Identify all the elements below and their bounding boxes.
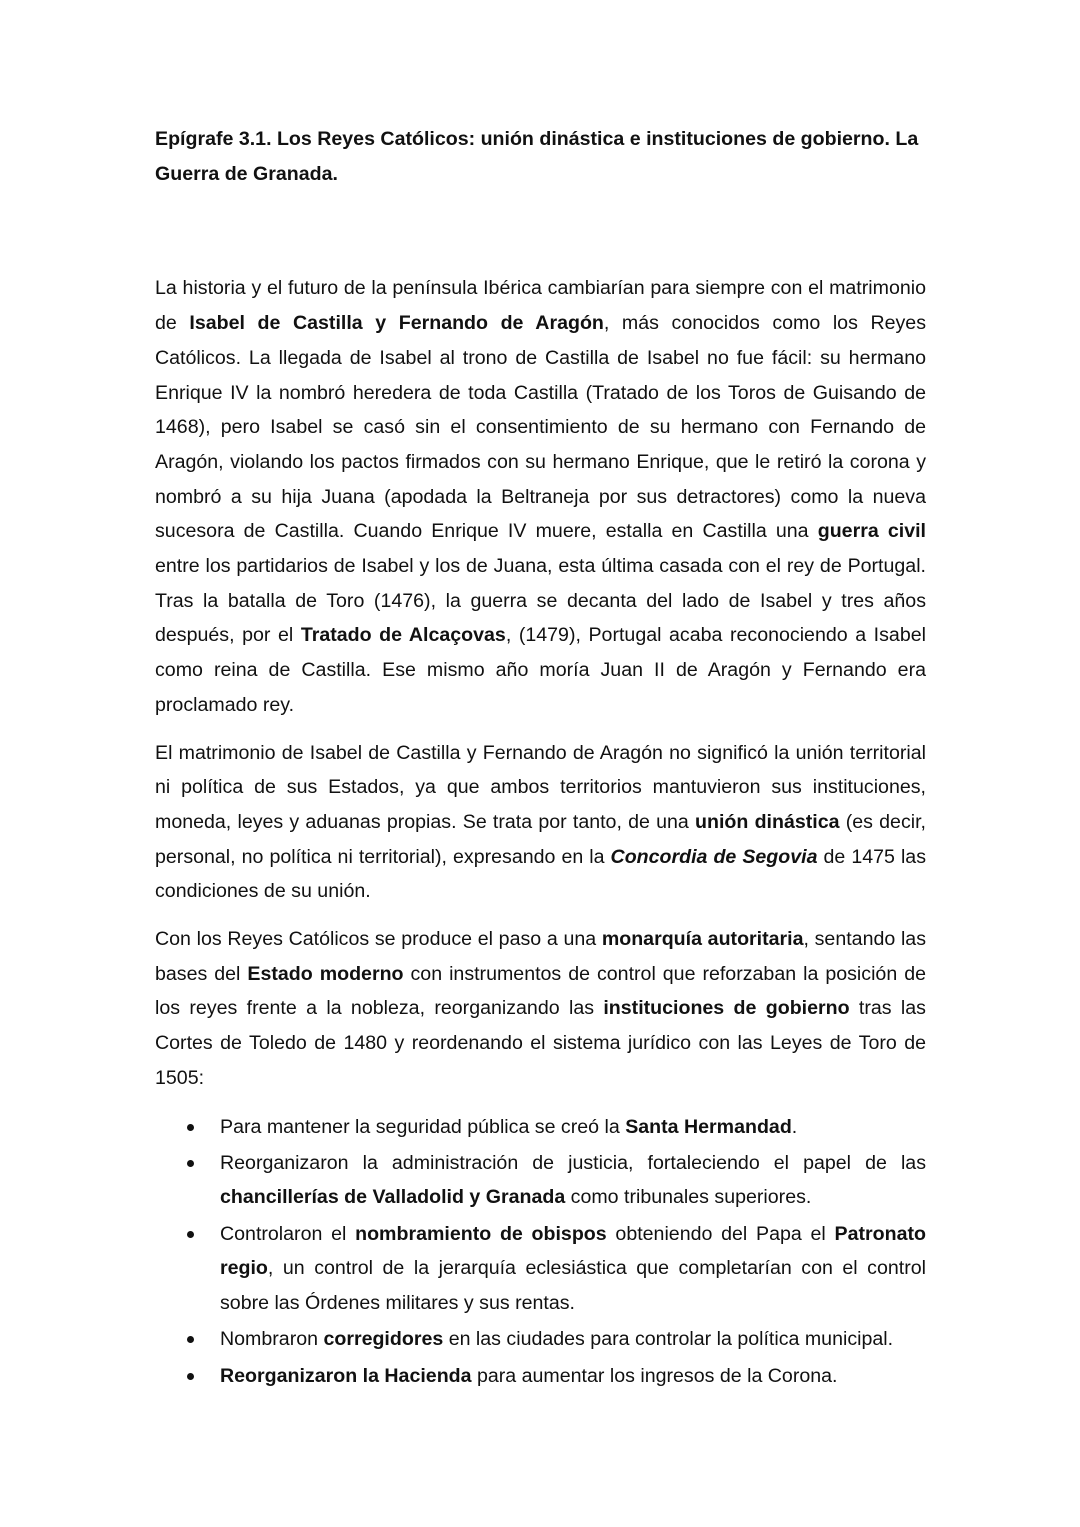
paragraph-dynastic-union xyxy=(155,736,926,910)
text-run: Nombraron xyxy=(220,1328,324,1351)
bold-term: unión dinástica xyxy=(695,810,840,833)
text-run: con instrumentos de control que reforzaban la posición de los reyes frente a la nobleza, reorganizando las xyxy=(155,962,926,1020)
text-run: (es decir, personal, no política ni territorial), expresando en la xyxy=(155,810,926,868)
bold-term: Reorganizaron la Hacienda xyxy=(220,1364,472,1387)
text-run: , un control de la jerarquía eclesiástica que completarían con el control sobre las Órdenes militares y sus rentas. xyxy=(220,1257,926,1315)
bold-term: Patronato regio xyxy=(220,1222,926,1280)
list-item xyxy=(155,1146,926,1215)
paragraph-marriage xyxy=(155,271,926,722)
text-run: obteniendo del Papa el xyxy=(606,1222,835,1245)
text-run: entre los partidarios de Isabel y los de Juana, esta última casada con el rey de Portugal. Tras la batalla de Toro (1476), la guerra se decanta del lado de Isabel y tres años después, por el xyxy=(155,555,926,647)
bold-term: chancillerías de Valladolid y Granada xyxy=(220,1186,566,1209)
text-run: La historia y el futuro de la península Ibérica cambiarían para siempre con el matrimonio de xyxy=(155,277,926,335)
document-page xyxy=(155,122,926,1395)
text-run: . xyxy=(791,1115,798,1138)
text-run: tras las Cortes de Toledo de 1480 y reordenando el sistema jurídico con las Leyes de Toro de 1505: xyxy=(155,997,926,1089)
text-run: de 1475 las condiciones de su unión. xyxy=(155,845,926,903)
bold-term: Santa Hermandad xyxy=(625,1115,792,1138)
text-run: Reorganizaron la administración de justicia, fortaleciendo el papel de las xyxy=(220,1151,926,1174)
text-run: , (1479), Portugal acaba reconociendo a Isabel como reina de Castilla. Ese mismo año moría Juan II de Aragón y Fernando era proclamado rey. xyxy=(155,624,926,716)
list-item xyxy=(155,1110,926,1145)
bold-term: instituciones de gobierno xyxy=(603,997,850,1020)
bold-term: Isabel de Castilla y Fernando de Aragón xyxy=(189,312,604,335)
text-run: en las ciudades para controlar la política municipal. xyxy=(443,1328,894,1351)
text-run: Para mantener la seguridad pública se creó la xyxy=(220,1115,626,1138)
bullet-icon xyxy=(187,1124,194,1131)
bold-term: nombramiento de obispos xyxy=(355,1222,607,1245)
text-run: El matrimonio de Isabel de Castilla y Fernando de Aragón no significó la unión territorial ni política de sus Estados, ya que ambos territorios mantuvieron sus instituciones, moneda, leyes y aduanas propias. Se trata por tanto, de una xyxy=(155,741,926,833)
list-item xyxy=(155,1322,926,1357)
text-run: como tribunales superiores. xyxy=(565,1186,812,1209)
bold-term: Estado moderno xyxy=(247,962,404,985)
text-run: Controlaron el xyxy=(220,1222,356,1245)
list-item xyxy=(155,1359,926,1394)
institutions-list xyxy=(155,1110,926,1394)
text-run: Con los Reyes Católicos se produce el paso a una xyxy=(155,928,602,951)
bold-term: guerra civil xyxy=(817,520,926,543)
bullet-icon xyxy=(187,1160,194,1167)
list-item xyxy=(155,1217,926,1321)
bold-term: Tratado de Alcaçovas xyxy=(300,624,506,647)
paragraph-authoritarian-monarchy xyxy=(155,922,926,1096)
bullet-icon xyxy=(187,1231,194,1238)
text-run: , más conocidos como los Reyes Católicos. La llegada de Isabel al trono de Castilla de Isabel no fue fácil: su hermano Enrique IV la nombró heredera de toda Castilla (Tratado de los Toros de Guisando de 1468), pero Isabel se casó sin el consentimiento de su hermano con Fernando de Aragón, violando los pactos firmados con su hermano Enrique, que le retiró la corona y nombró a su hija Juana (apodada la Beltraneja por sus detractores) como la nueva sucesora de Castilla. Cuando Enrique IV muere, estalla en Castilla una xyxy=(155,312,926,543)
text-run: , sentando las bases del xyxy=(155,928,926,985)
text-run: para aumentar los ingresos de la Corona. xyxy=(471,1364,838,1387)
section-heading: Epígrafe 3.1. Los Reyes Católicos: unión dinástica e instituciones de gobierno. La Guerra de Granada. xyxy=(155,128,919,185)
bold-term: corregidores xyxy=(323,1328,444,1351)
bold-term: monarquía autoritaria xyxy=(601,928,804,951)
bullet-icon xyxy=(187,1373,194,1380)
bold-italic-term: Concordia de Segovia xyxy=(610,845,818,868)
bullet-icon xyxy=(187,1336,194,1343)
